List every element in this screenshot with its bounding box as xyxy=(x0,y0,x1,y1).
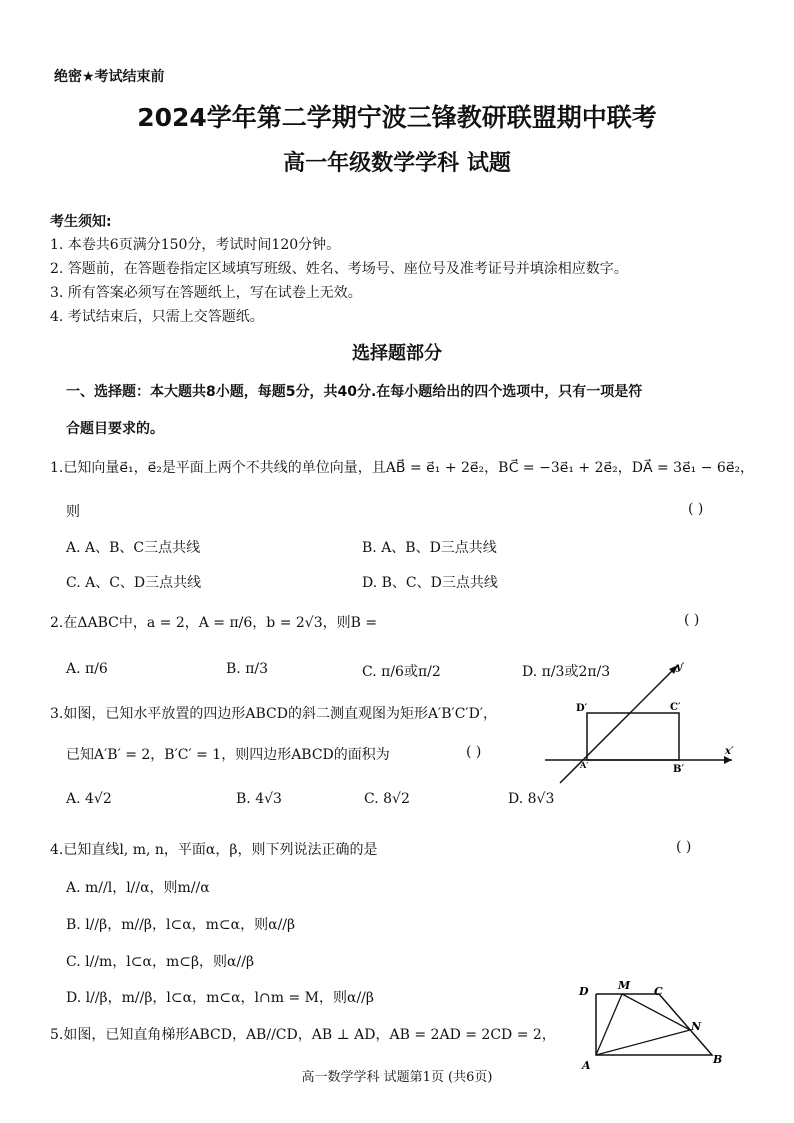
confidential-mark: 绝密★考试结束前 xyxy=(54,69,165,85)
q1-option-a: A. A、B、C三点共线 xyxy=(66,540,201,556)
label-n: N xyxy=(691,1020,702,1033)
q5-stem: 5.如图，已知直角梯形ABCD，AB//CD，AB ⊥ AD，AB = 2AD = 2CD = 2， xyxy=(50,1027,556,1043)
label-c: C′ xyxy=(670,702,681,713)
segment-mn xyxy=(622,994,690,1030)
y-axis xyxy=(560,665,678,783)
q4-stem: 4.已知直线l, m, n，平面α，β，则下列说法正确的是 xyxy=(50,842,378,858)
q3-option-a: A. 4√2 xyxy=(66,791,112,807)
q4-option-d: D. l//β，m//β，l⊂α，m⊂α，l∩m = M，则α//β xyxy=(66,990,374,1006)
q5-figure-trapezoid xyxy=(572,975,732,1075)
q2-option-d: D. π/3或2π/3 xyxy=(522,664,611,680)
notice-item: 1. 本卷共6页满分150分，考试时间120分钟。 xyxy=(50,237,341,253)
q4-answer-paren: ( ) xyxy=(676,839,692,855)
notice-heading: 考生须知: xyxy=(50,214,112,230)
instructions-line2: 合题目要求的。 xyxy=(66,421,164,437)
q3-figure-oblique-view xyxy=(540,655,740,795)
label-x: x′ xyxy=(725,746,734,757)
q4-option-c: C. l//m，l⊂α，m⊂β，则α//β xyxy=(66,954,255,970)
q2-answer-paren: ( ) xyxy=(684,612,700,628)
section-title: 选择题部分 xyxy=(352,343,442,364)
label-y: y′ xyxy=(676,662,685,673)
q4-option-a: A. m//l，l//α，则m//α xyxy=(66,880,210,896)
label-c: C xyxy=(654,985,663,998)
q1-stem: 1.已知向量e⃗₁，e⃗₂是平面上两个不共线的单位向量，且AB⃗ = e⃗₁ + 2e⃗₂，BC⃗ = −3e⃗₁ + 2e⃗₂，DA⃗ = 3e⃗₁ − 6e⃗₂， xyxy=(50,460,755,476)
notice-item: 2. 答题前，在答题卷指定区域填写班级、姓名、考场号、座位号及准考证号并填涂相应数字。 xyxy=(50,261,628,277)
label-a: A′ xyxy=(580,760,589,770)
exam-subtitle: 高一年级数学学科 试题 xyxy=(283,151,511,176)
q3-cont: 已知A′B′ = 2，B′C′ = 1，则四边形ABCD的面积为 xyxy=(66,747,390,763)
notice-item: 4. 考试结束后，只需上交答题纸。 xyxy=(50,309,264,325)
q3-answer-paren: ( ) xyxy=(466,744,482,760)
q1-cont: 则 xyxy=(66,504,80,520)
label-d: D′ xyxy=(576,703,588,714)
q2-option-c: C. π/6或π/2 xyxy=(362,664,441,680)
segment-am xyxy=(596,994,622,1055)
q1-option-b: B. A、B、D三点共线 xyxy=(362,540,497,556)
q1-answer-paren: ( ) xyxy=(688,501,704,517)
q3-option-b: B. 4√3 xyxy=(236,791,282,807)
x-axis-arrow xyxy=(724,756,732,764)
label-b: B′ xyxy=(673,764,685,775)
label-b: B xyxy=(713,1053,723,1066)
q2-stem: 2.在ΔABC中，a = 2，A = π/6，b = 2√3，则B = xyxy=(50,615,378,631)
q3-option-c: C. 8√2 xyxy=(364,791,410,807)
rectangle-abcd xyxy=(587,713,679,760)
label-m: M xyxy=(618,979,631,992)
label-a: A xyxy=(582,1059,591,1072)
q3-stem: 3.如图，已知水平放置的四边形ABCD的斜二测直观图为矩形A′B′C′D′， xyxy=(50,706,498,722)
segment-an xyxy=(596,1030,690,1055)
q4-option-b: B. l//β，m//β，l⊂α，m⊂α，则α//β xyxy=(66,917,296,933)
label-d: D xyxy=(579,985,589,998)
q1-option-c: C. A、C、D三点共线 xyxy=(66,575,202,591)
notice-item: 3. 所有答案必须写在答题纸上，写在试卷上无效。 xyxy=(50,285,362,301)
page-footer: 高一数学学科 试题第1页 (共6页) xyxy=(301,1070,493,1085)
q1-option-d: D. B、C、D三点共线 xyxy=(362,575,498,591)
q2-option-b: B. π/3 xyxy=(226,661,269,677)
q3-option-d: D. 8√3 xyxy=(508,791,555,807)
exam-title: 2024学年第二学期宁波三锋教研联盟期中联考 xyxy=(137,103,657,132)
q2-option-a: A. π/6 xyxy=(66,661,108,677)
instructions-line1: 一、选择题：本大题共8小题，每题5分，共40分.在每小题给出的四个选项中，只有一项是符 xyxy=(66,384,643,400)
